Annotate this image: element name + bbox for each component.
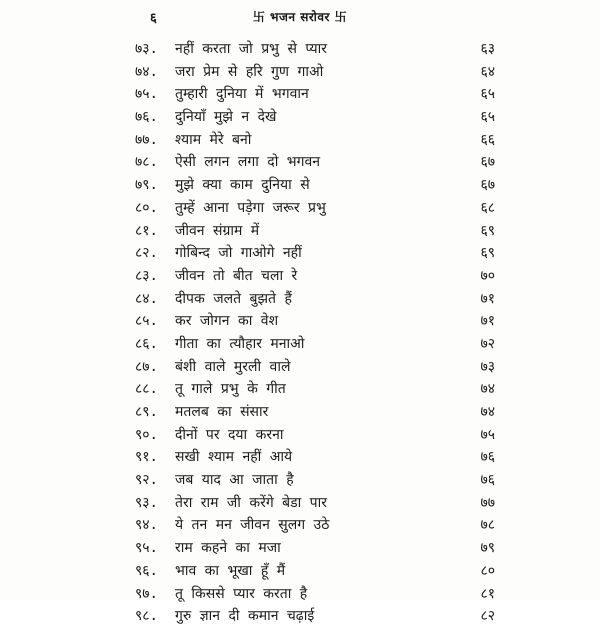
toc-entry-page: ७१ [480,313,495,330]
toc-entry-title: जरा प्रेम से हरि गुण गाओ [175,63,324,80]
toc-entry-number: ९२. [135,472,158,489]
toc-entry-number: ९०. [135,426,158,443]
toc-entry-number: ८६. [135,335,158,352]
toc-entry-page: ७३ [480,358,495,375]
running-title: 卐 भजन सरोवर 卐 [252,10,348,24]
toc-entry-title: तुम्हारी दुनिया में भगवान [175,86,309,103]
toc-entry-number: ८०. [135,199,158,216]
toc-row [135,38,495,61]
toc-entry-title: गीता का त्यौहार मनाओ [175,335,305,352]
toc-entry-title: जब याद आ जाता है [175,472,294,489]
toc-entry-number: ९५. [135,540,158,557]
toc-entry-number: ७४. [135,63,158,80]
toc-entry-page: ६७ [480,154,495,171]
toc-entry-page: ६६ [480,131,495,148]
toc-entry-title: कर जोगन का वेश [175,313,279,330]
toc-entry-title: तेरा राम जी करेंगे बेडा पार [175,494,327,511]
toc-row [135,242,495,265]
toc-row [135,424,495,447]
toc-entry-number: ७९. [135,177,158,194]
toc-entry-page: ७६ [480,449,495,466]
page-number: ६ [150,11,157,26]
toc-entry-page: ८० [480,562,495,579]
toc-entry-title: नहीं करता जो प्रभु से प्यार [175,41,328,57]
toc-entry-page: ८२ [480,608,495,625]
toc-entry-number: ७३. [135,41,158,57]
toc-row [135,560,495,583]
toc-row [135,288,495,311]
toc-row [135,583,495,606]
toc-entry-title: ऐसी लगन लगा दो भगवन [175,154,321,171]
table-of-contents [135,38,495,628]
toc-entry-page: ७५ [480,426,495,443]
toc-entry-page: ६९ [480,245,495,262]
toc-entry-title: सखी श्याम नहीं आये [175,449,293,466]
toc-row [135,514,495,537]
toc-row [135,401,495,424]
toc-entry-title: तुम्हें आना पड़ेगा जरूर प्रभु [175,199,326,216]
toc-entry-number: ८३. [135,267,158,284]
toc-entry-number: ९६. [135,562,158,579]
toc-row [135,106,495,129]
toc-entry-page: ६९ [480,222,495,239]
toc-entry-page: ६५ [480,109,495,126]
toc-entry-page: ६८ [480,199,495,216]
page-header [0,6,600,28]
toc-entry-page: ८१ [480,585,495,602]
toc-row [135,197,495,220]
toc-row [135,265,495,288]
toc-row [135,605,495,628]
toc-entry-number: ७५. [135,86,158,103]
toc-entry-page: ६७ [480,177,495,194]
toc-entry-title: श्याम मेरे बनो [175,131,252,148]
toc-entry-title: मतलब का संसार [175,404,269,420]
toc-entry-title: भाव का भूखा हूँ मैं [175,562,286,579]
toc-entry-title: दीनों पर दया करना [175,426,284,443]
toc-entry-number: ९८. [135,608,158,625]
toc-entry-title: गुरु ज्ञान दी कमान चढ़ाई [175,608,315,625]
toc-entry-number: ९१. [135,449,158,466]
toc-row [135,83,495,106]
toc-row [135,446,495,469]
toc-entry-number: ९३. [135,494,158,511]
toc-entry-title: दुनियाँ मुझे न देखे [175,109,277,126]
toc-entry-title: दीपक जलते बुझते हैं [175,290,292,307]
toc-entry-page: ७६ [480,472,495,489]
toc-entry-number: ८५. [135,313,158,330]
toc-entry-page: ६४ [480,63,495,80]
toc-entry-number: ८९. [135,404,158,420]
toc-entry-page: ७८ [480,517,495,534]
toc-entry-number: ८१. [135,222,158,239]
toc-entry-number: ८२. [135,245,158,262]
toc-row [135,469,495,492]
toc-row [135,220,495,243]
toc-entry-title: जीवन तो बीत चला रे [175,267,298,284]
toc-entry-page: ७१ [480,290,495,307]
toc-entry-number: ७८. [135,154,158,171]
toc-row [135,129,495,152]
toc-entry-page: ६३ [480,41,495,57]
toc-row [135,492,495,515]
toc-row [135,333,495,356]
toc-entry-page: ६५ [480,86,495,103]
toc-entry-title: तू गाले प्रभु के गीत [175,381,286,398]
toc-entry-title: जीवन संग्राम में [175,222,260,239]
toc-entry-page: ७४ [480,404,495,420]
toc-entry-page: ७० [480,267,495,284]
toc-row [135,537,495,560]
toc-entry-page: ७७ [480,494,495,511]
toc-entry-number: ७६. [135,109,158,126]
toc-row [135,61,495,84]
toc-row [135,356,495,379]
toc-entry-page: ७२ [480,335,495,352]
toc-entry-number: ७७. [135,131,158,148]
toc-entry-number: ८४. [135,290,158,307]
toc-row [135,378,495,401]
toc-entry-number: ८७. [135,358,158,375]
toc-entry-page: ७९ [480,540,495,557]
toc-entry-page: ७४ [480,381,495,398]
toc-entry-number: ९७. [135,585,158,602]
toc-row [135,151,495,174]
toc-row [135,174,495,197]
toc-entry-title: ये तन मन जीवन सुलग उठे [175,517,330,534]
toc-entry-title: बंशी वाले मुरली वाले [175,358,291,375]
toc-entry-title: गोबिन्द जो गाओगे नहीं [175,245,302,262]
toc-entry-number: ९४. [135,517,158,534]
toc-row [135,310,495,333]
toc-entry-title: मुझे क्या काम दुनिया से [175,177,310,194]
toc-entry-title: तू किससे प्यार करता है [175,585,308,602]
toc-entry-number: ८८. [135,381,158,398]
toc-entry-title: राम कहने का मजा [175,540,281,557]
